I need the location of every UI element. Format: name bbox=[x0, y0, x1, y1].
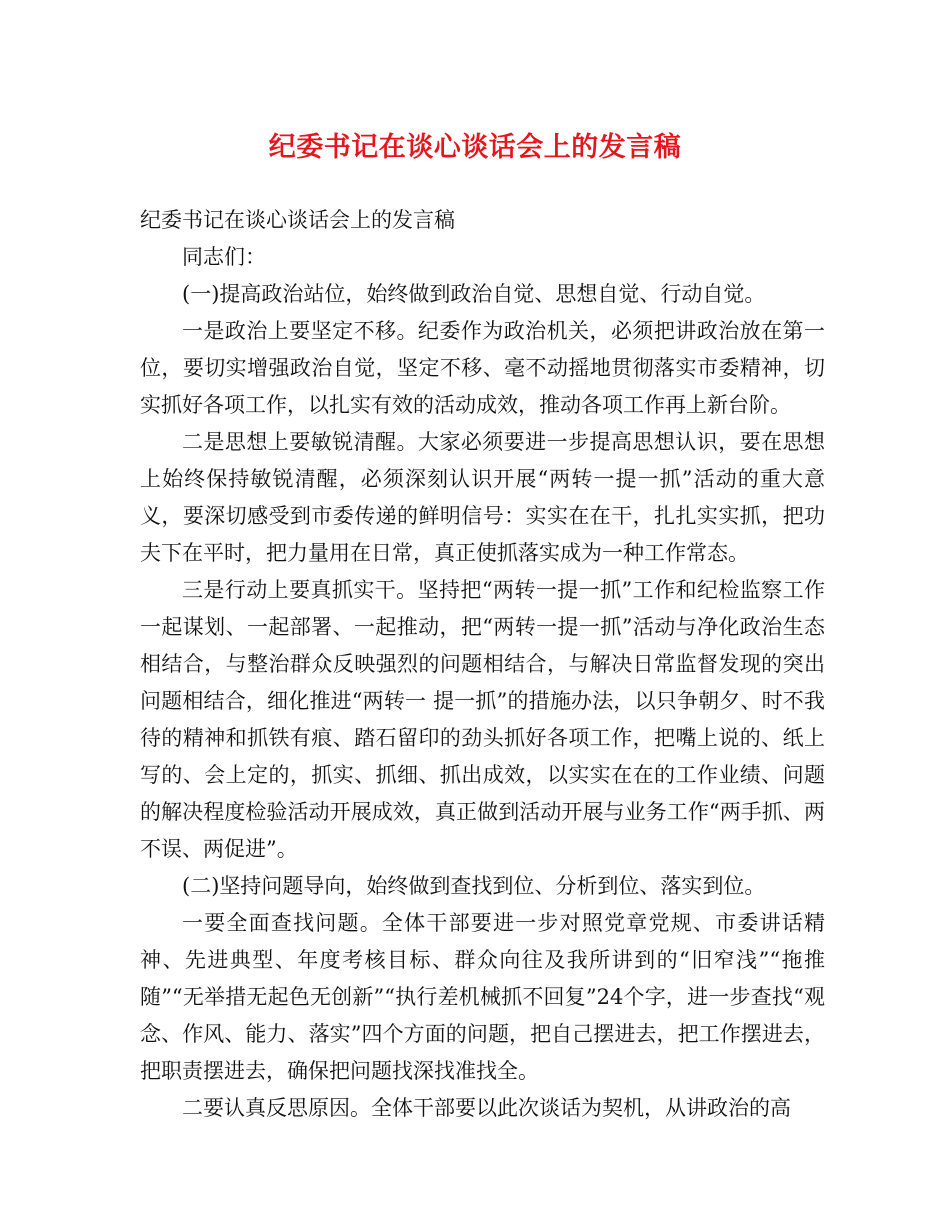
document-title: 纪委书记在谈心谈话会上的发言稿 bbox=[268, 132, 682, 163]
section-heading-2: (二)坚持问题导向，始终做到查找到位、分析到位、落实到位。 bbox=[182, 874, 766, 898]
paragraph: 一是政治上要坚定不移。纪委作为政治机关，必须把讲政治放在第一位，要切实增强政治自觉，坚定不移、毫不动摇地贯彻落实市委精神，切实抓好各项工作，以扎实有效的活动成效，推动各项工作再上新台阶。 bbox=[140, 319, 825, 417]
paragraph: 二是思想上要敏锐清醒。大家必须要进一步提高思想认识，要在思想上始终保持敏锐清醒，必须深刻认识开展“两转一提一抓”活动的重大意义，要深切感受到市委传递的鲜明信号：实实在在干，扎扎实实抓，把功夫下在平时，把力量用在日常，真正使抓落实成为一种工作常态。 bbox=[140, 430, 825, 565]
paragraph: 一要全面查找问题。全体干部要进一步对照党章党规、市委讲话精神、先进典型、年度考核目标、群众向往及我所讲到的“旧窄浅”“拖推随”“无举措无起色无创新”“执行差机械抓不回复”24个字，进一步查找“观念、作风、能力、落实”四个方面的问题，把自己摆进去，把工作摆进去，把职责摆进去，确保把问题找深找准找全。 bbox=[140, 911, 825, 1083]
salutation: 同志们： bbox=[182, 245, 266, 269]
heading-line: 纪委书记在谈心谈话会上的发言稿 bbox=[140, 208, 455, 232]
paragraph: 二要认真反思原因。全体干部要以此次谈话为契机，从讲政治的高 bbox=[182, 1096, 791, 1120]
section-heading-1: (一)提高政治站位，始终做到政治自觉、思想自觉、行动自觉。 bbox=[182, 282, 766, 306]
document-body bbox=[140, 202, 825, 1127]
paragraph: 三是行动上要真抓实干。坚持把“两转一提一抓”工作和纪检监察工作一起谋划、一起部署、一起推动，把“两转一提一抓”活动与净化政治生态相结合，与整治群众反映强烈的问题相结合，与解决日常监督发现的突出问题相结合，细化推进“两转一 提一抓”的措施办法，以只争朝夕、时不我待的精神和抓铁有痕、踏石留印的劲头抓好各项工作，把嘴上说的、纸上写的、会上定的，抓实、抓细、抓出成效，以实实在在的工作业绩、问题的解决程度检验活动开展成效，真正做到活动开展与业务工作“两手抓、两不误、两促进”。 bbox=[140, 578, 825, 861]
